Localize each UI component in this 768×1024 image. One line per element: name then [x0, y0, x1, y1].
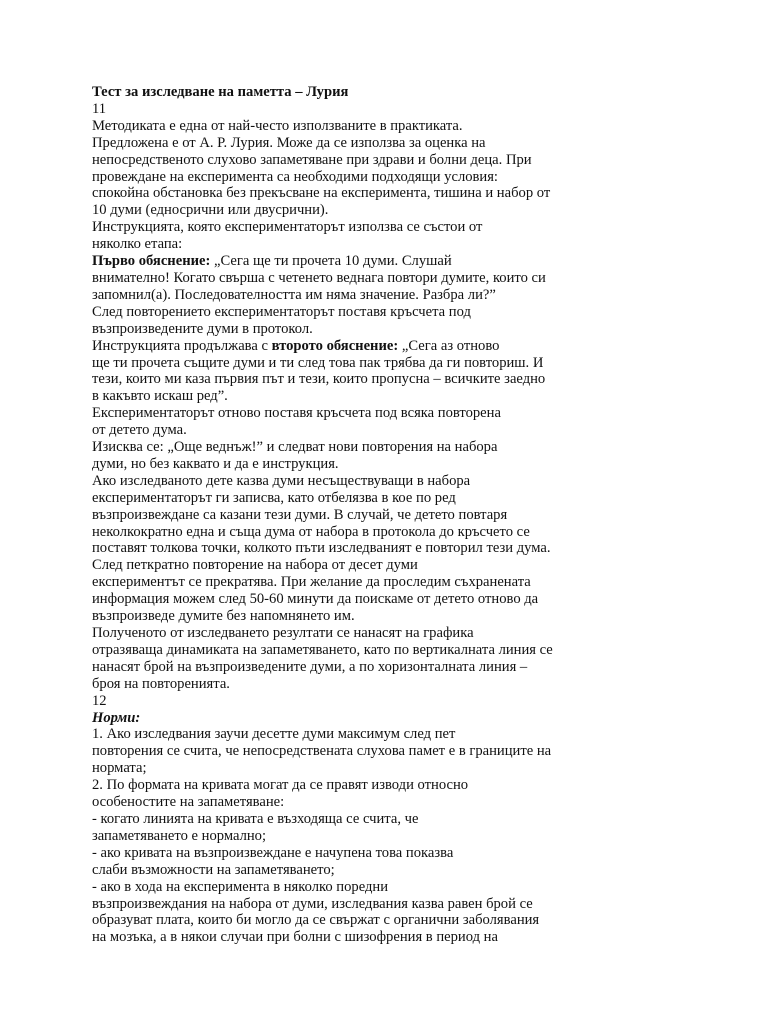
- text-line: Полученото от изследването резултати се нанасят на графика: [92, 625, 474, 641]
- text-line: експериментаторът ги записва, като отбелязва в кое по ред: [92, 489, 456, 506]
- text-line: информация можем след 50-60 минути да поискаме от детето отново да: [92, 591, 539, 608]
- text-line: възпроизведените думи в протокол.: [92, 320, 313, 337]
- text-line: поставят толкова точки, колкото пъти изследваният е повторил тези дума.: [92, 540, 551, 557]
- text-line: на мозъка, а в някои случаи при болни с шизофрения в период на: [92, 929, 498, 946]
- text-line: от детето дума.: [92, 422, 187, 439]
- text-line: в какъвто искаш ред”.: [92, 388, 228, 405]
- text-line: броя на повторенията.: [92, 675, 230, 692]
- text-line: няколко етапа:: [92, 236, 183, 253]
- text-line: провеждане на експеримента са необходими подходящи условия:: [92, 168, 498, 185]
- text-line: След петкратно повторение на набора от десет думи: [92, 557, 418, 574]
- second-explanation-label: второто обяснение:: [271, 337, 399, 354]
- text-line: експериментът се прекратява. При желание да проследим съхранената: [92, 574, 531, 591]
- text-line: непосредственото слухово запаметяване при здрави и болни деца. При: [92, 151, 532, 168]
- document-title: Тест за изследване на паметта – Лурия: [92, 84, 349, 100]
- text-line: Предложена е от А. Р. Лурия. Може да се използва за оценка на: [92, 134, 486, 151]
- text-line: особеностите на запаметяване:: [92, 794, 285, 811]
- page-number: 11: [92, 100, 107, 117]
- text-line: тези, които ми каза първия път и тези, които пропусна – всичките заедно: [92, 371, 546, 388]
- text-line: отразяваща динамиката на запаметяването, като по вертикалната линия се: [92, 641, 553, 658]
- page-number: 12: [92, 692, 107, 709]
- text-line: Експериментаторът отново поставя кръсчета под всяка повторена: [92, 405, 501, 422]
- text-line: 2. По формата на кривата могат да се правят изводи относно: [92, 777, 469, 794]
- text-line: запомнил(а). Последователността им няма значение. Разбра ли?”: [92, 286, 496, 303]
- text-line: думи, но без каквато и да е инструкция.: [92, 455, 339, 472]
- norms-heading: Норми:: [92, 709, 141, 726]
- text-line: Инструкцията, която експериментаторът използва се състои от: [92, 219, 483, 236]
- text-line: Ако изследваното дете казва думи несъществуващи в набора: [92, 472, 471, 489]
- text-line: нормата;: [92, 760, 147, 777]
- text-line: запаметяването е нормално;: [92, 827, 267, 844]
- text-line: 1. Ако изследвания заучи десетте думи максимум след пет: [92, 726, 456, 743]
- text-line: внимателно! Когато свърша с четенето веднага повтори думите, които си: [92, 269, 546, 286]
- text-line: възпроизвеждане са казани тези думи. В случай, че детето повтаря: [92, 506, 508, 523]
- text-line: повторения се счита, че непосредствената слухова памет е в границите на: [92, 743, 552, 760]
- text-line: образуват плата, които би могло да се свържат с органични заболявания: [92, 912, 540, 929]
- text-line: - ако в хода на експеримента в няколко поредни: [92, 878, 389, 895]
- text-line: Методиката е една от най-често използваните в практиката.: [92, 117, 463, 134]
- text-line: ще ти прочета същите думи и ти след това пак трябва да ги повториш. И: [92, 354, 544, 371]
- text-line: възпроизвеждания на набора от думи, изследвания казва равен брой се: [92, 895, 533, 912]
- text-line: спокойна обстановка без прекъсване на експеримента, тишина и набор от: [92, 185, 551, 202]
- text-line: След повторението експериментаторът поставя кръсчета под: [92, 303, 471, 320]
- text-line: - когато линията на кривата е възходяща се счита, че: [92, 810, 419, 827]
- text-line: нанасят брой на възпроизведените думи, а по хоризонталната линия –: [92, 658, 528, 675]
- second-explanation-line: Инструкцията продължава с второто обяснение: „Сега аз отново: [92, 337, 500, 354]
- text-line: 10 думи (едносрични или двусрични).: [92, 202, 329, 219]
- text-line: слаби възможности на запаметяването;: [92, 861, 335, 878]
- text-line: възпроизведе думите без напомнянето им.: [92, 608, 355, 625]
- text-line: неколкократно една и съща дума от набора в протокола до кръсчето се: [92, 523, 530, 540]
- first-explanation-line: Първо обяснение: „Сега ще ти прочета 10 думи. Слушай: [92, 253, 452, 270]
- text-line: Изисква се: „Още веднъж!” и следват нови повторения на набора: [92, 439, 498, 456]
- text-line: - ако кривата на възпроизвеждане е начупена това показва: [92, 844, 454, 861]
- document-page: [92, 84, 692, 946]
- first-explanation-label: Първо обяснение:: [92, 253, 211, 270]
